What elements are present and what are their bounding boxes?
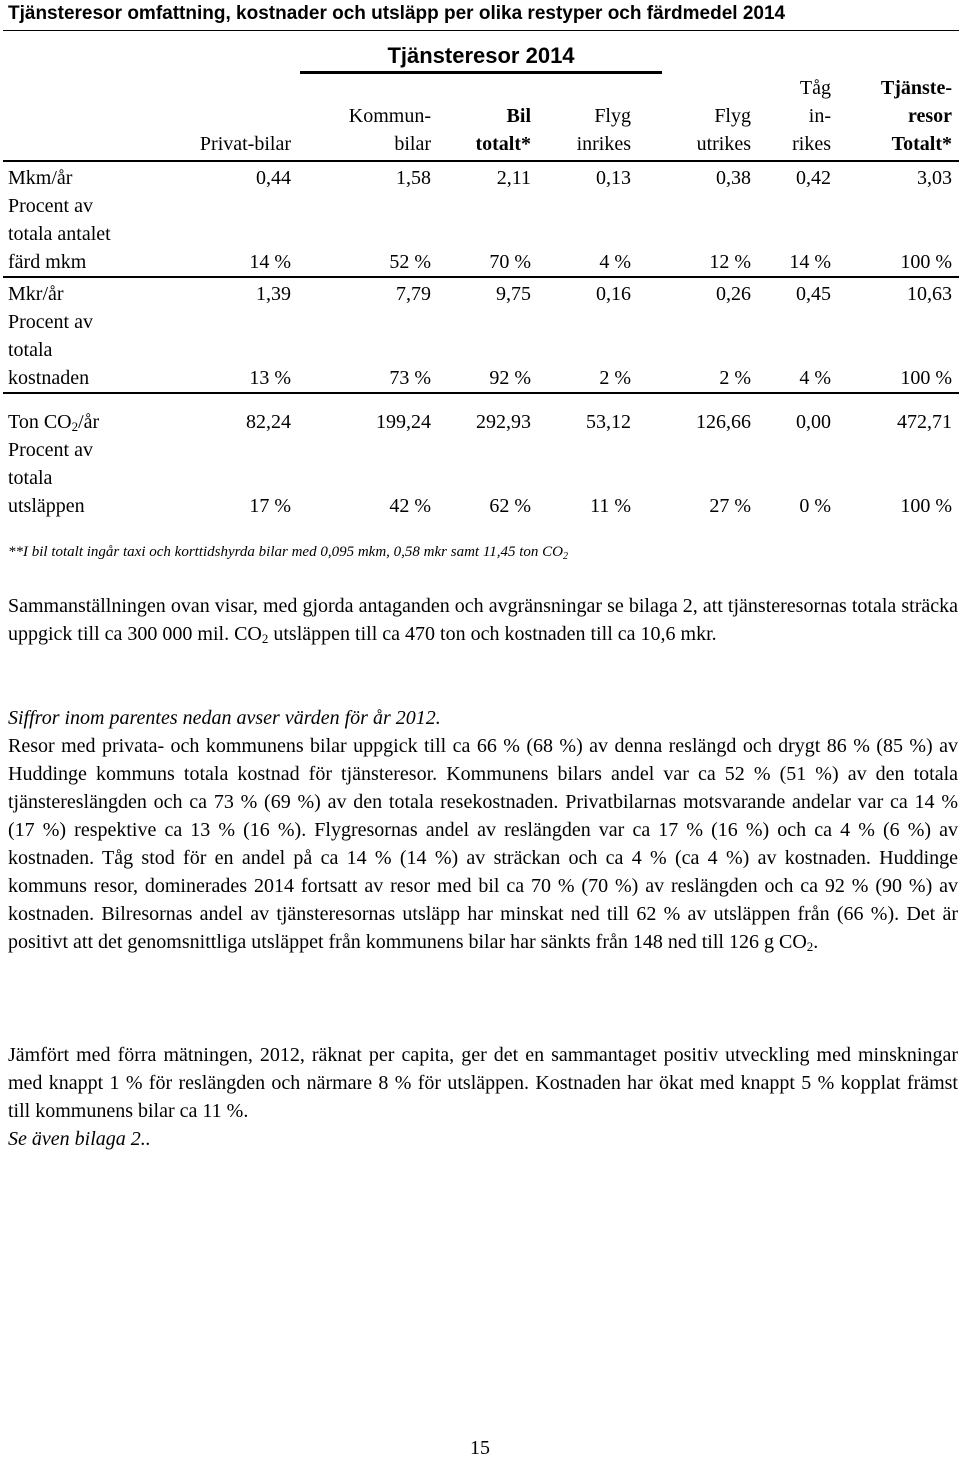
table-cell: 9,75 [496, 283, 531, 305]
table-cell: 14 % [758, 192, 838, 277]
row-label: Ton $CO_2/år$ [8, 411, 100, 434]
table-cell: 62 % [489, 495, 531, 517]
table-footnote: **I bil totalt ingår taxi och korttidshyrda bilar med 0,095 mkm, 0,58 mkr samt 11,45 ton $CO_2$ [8, 544, 568, 562]
col-tag-inrikes: Tåg in- rikes [758, 74, 838, 161]
table-cell: 12 % [638, 192, 758, 277]
table-cell: 73 % [298, 308, 438, 393]
col-privat-bilar: Privat-bilar [153, 74, 298, 161]
top-rule [3, 30, 959, 31]
table-cell: 3,03 [917, 167, 952, 189]
table-cell: 292,93 [476, 411, 531, 433]
table-cell: 2 % [538, 308, 638, 393]
table-row [3, 393, 959, 436]
col-kommun-bilar: Kommun- bilar [298, 74, 438, 161]
table-row [3, 308, 959, 393]
col-tjansteresor-totalt: Tjänste- resor Totalt* [838, 74, 959, 161]
table-cell: 14 % [153, 192, 298, 277]
table-row [3, 277, 959, 308]
table-cell: 4 % [538, 192, 638, 277]
table-cell: 53,12 [586, 411, 631, 433]
table-row [3, 161, 959, 192]
table-cell: 52 % [298, 192, 438, 277]
row-label: Mkr/år [8, 283, 64, 305]
group-title: Tjänsteresor 2014 [387, 43, 575, 68]
table-cell: 27 % [709, 495, 751, 517]
table-cell: 0,00 [796, 411, 831, 433]
table-cell: 17 % [249, 495, 291, 517]
table-cell: 13 % [153, 308, 298, 393]
table-cell: 0,44 [256, 167, 291, 189]
table-cell: 2 % [638, 308, 758, 393]
row-label: Procent av totala utsläppen [8, 439, 93, 517]
table-cell: 100 % [838, 308, 959, 393]
table-cell: 92 % [438, 308, 538, 393]
travel-table [3, 74, 959, 520]
table-cell: 0,26 [716, 283, 751, 305]
table-cell: 0,38 [716, 167, 751, 189]
col-flyg-utrikes: Flyg utrikes [638, 74, 758, 161]
table-cell: 7,79 [396, 283, 431, 305]
table-cell: 70 % [438, 192, 538, 277]
table-cell: 1,39 [256, 283, 291, 305]
paragraph-analysis: Resor med privata- och kommunens bilar uppgick till ca 66 % (68 %) av denna reslängd och drygt 86 % (85 %) av Huddinge kommuns totala kostnad för tjänsteresor. Kommunens bilars andel var ca 52 % (51 %) av den totala tjänstereslängden och ca 73 % (69 %) av den totala resekostnaden. Privatbilarnas motsvarande andelar var ca 14 % (17 %) respektive ca 13 % (16 %). Flygresornas andel av reslängden var ca 17 % (16 %) och ca 4 % (6 %) av kostnaden. Tåg stod för en andel på ca 14 % (14 %) av sträckan och ca 4 % (ca 4 %) av kostnaden. Huddinge kommuns resor, dominerades 2014 fortsatt av resor med bil ca 70 % (70 %) av reslängden och ca 92 % (90 %) av kostnaden. Bilresornas andel av tjänsteresornas utsläpp har minskat ned till 62 % av utsläppen från (66 %). Det är positivt att det genomsnittliga utsläppet från kommunens bilar har sänkts från 148 ned till 126 g $CO_2$. [8, 735, 958, 954]
table-row [3, 192, 959, 277]
table-cell: 100 % [838, 192, 959, 277]
header-empty [3, 74, 153, 161]
table-cell: 0,13 [596, 167, 631, 189]
table-cell: 126,66 [696, 411, 751, 433]
table-cell: 4 % [758, 308, 838, 393]
row-label: Procent av totala kostnaden [3, 308, 153, 393]
table-cell: 82,24 [246, 411, 291, 433]
table-cell: 199,24 [376, 411, 431, 433]
table-cell: 0,45 [796, 283, 831, 305]
row-label: Mkm/år [8, 167, 73, 189]
col-bil-totalt: Bil totalt* [438, 74, 538, 161]
table-cell: 100 % [900, 495, 952, 517]
table-row [3, 436, 959, 520]
row-label: Procent av totala antalet färd mkm [3, 192, 153, 277]
table-cell: 0,16 [596, 283, 631, 305]
table-cell: 1,58 [396, 167, 431, 189]
table-cell: 2,11 [496, 167, 531, 189]
table-caption: Tjänsteresor omfattning, kostnader och utsläpp per olika restyper och färdmedel 2014 [8, 3, 786, 24]
header-row [3, 74, 959, 161]
page-number: 15 [470, 1437, 490, 1459]
table-cell: 0,42 [796, 167, 831, 189]
paragraph-summary: Sammanställningen ovan visar, med gjorda antaganden och avgränsningar se bilaga 2, att tjänsteresornas totala sträcka uppgick till ca 300 000 mil. $CO_2$ utsläppen till ca 470 ton och kostnaden till ca 10,6 mkr. [8, 595, 958, 646]
table-cell: 472,71 [897, 411, 952, 433]
table-cell: 11 % [590, 495, 631, 517]
see-also-reference: Se även bilaga 2.. [8, 1128, 151, 1150]
table-cell: 10,63 [907, 283, 952, 305]
paragraph-parentheses-note: Siffror inom parentes nedan avser värden för år 2012. [8, 707, 441, 729]
table-cell: 0 % [799, 495, 831, 517]
table-cell: 42 % [389, 495, 431, 517]
col-flyg-inrikes: Flyg inrikes [538, 74, 638, 161]
paragraph-comparison: Jämfört med förra mätningen, 2012, räknat per capita, ger det en sammantaget positiv utveckling med minskningar med knappt 1 % för reslängden och närmare 8 % för utsläppen. Kostnaden har ökat med knappt 5 % kopplat främst till kommunens bilar ca 11 %. [8, 1044, 958, 1122]
